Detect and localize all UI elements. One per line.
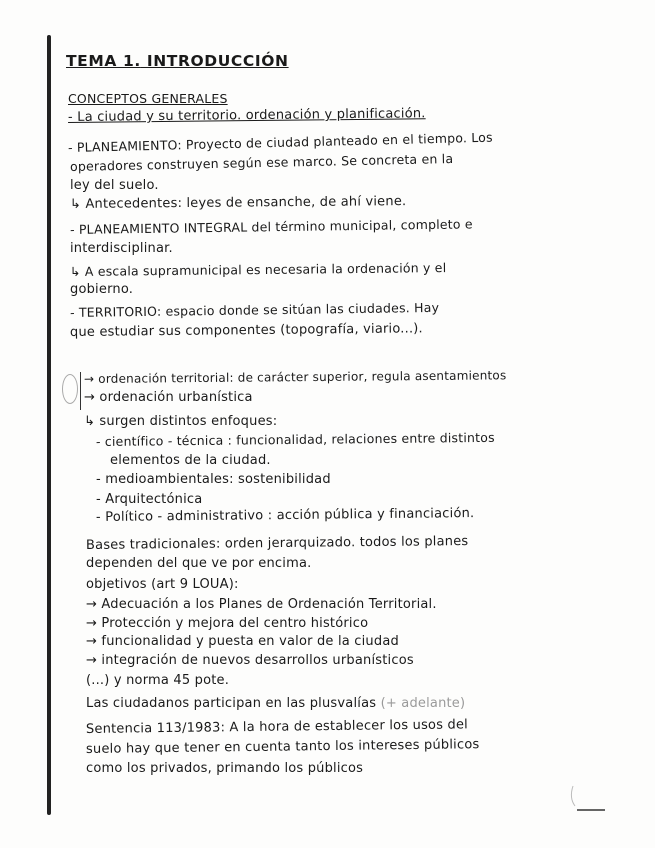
note-line: gobierno. <box>70 282 134 297</box>
note-line: - medioambientales: sostenibilidad <box>96 472 331 487</box>
title-topic-name: INTRODUCCIÓN <box>140 52 289 70</box>
bracket-line <box>80 372 81 410</box>
note-line: objetivos (art 9 LOUA): <box>86 577 239 592</box>
page-corner-mark <box>567 784 607 812</box>
note-line: → Protección y mejora del centro histórico <box>86 616 369 631</box>
note-line: Sentencia 113/1983: A la hora de establecer los usos del <box>85 717 469 737</box>
note-line: operadores construyen según ese marco. Se concreta en la <box>69 150 454 174</box>
note-line: → integración de nuevos desarrollos urbanísticos <box>86 653 414 668</box>
note-line-main: Las ciudadanos participan en las plusvalías <box>86 696 377 711</box>
note-aside: (+ adelante) <box>380 696 466 711</box>
note-line: → ordenación urbanística <box>84 390 253 405</box>
note-line: ↳ surgen distintos enfoques: <box>84 414 278 429</box>
note-line: - PLANEAMIENTO: Proyecto de ciudad planteado en el tiempo. Los <box>67 129 493 155</box>
section-heading: CONCEPTOS GENERALES <box>68 91 228 106</box>
note-line: - Arquitectónica <box>96 492 203 507</box>
title-topic-number: TEMA 1. <box>66 52 141 70</box>
note-line: - Político - administrativo : acción pública y financiación. <box>95 506 475 525</box>
note-line: suelo hay que tener en cuenta tanto los intereses públicos <box>85 737 480 757</box>
note-line: → Adecuación a los Planes de Ordenación Territorial. <box>86 597 437 612</box>
note-line: ↳ Antecedentes: leyes de ensanche, de ahí viene. <box>69 194 407 212</box>
note-line: ↳ A escala supramunicipal es necesaria la ordenación y el <box>69 260 447 279</box>
note-line: ley del suelo. <box>70 178 159 193</box>
note-line: - La ciudad y su territorio. ordenación y planificación. <box>67 106 426 125</box>
note-line: que estudiar sus componentes (topografía, viario...). <box>69 321 423 340</box>
note-line: como los privados, primando los públicos <box>86 761 364 776</box>
note-line <box>86 696 465 711</box>
page-title <box>66 52 289 70</box>
note-line: → ordenación territorial: de carácter superior, regula asentamientos <box>83 368 507 386</box>
note-line: (...) y norma 45 pote. <box>86 673 230 688</box>
note-line: → funcionalidad y puesta en valor de la ciudad <box>86 634 399 649</box>
note-line: - científico - técnica : funcionalidad, relaciones entre distintos <box>95 429 495 449</box>
pencil-scribble-icon <box>62 374 78 404</box>
note-line: interdisciplinar. <box>70 241 173 256</box>
note-line: - PLANEAMIENTO INTEGRAL del término municipal, completo e <box>69 216 473 237</box>
note-line: - TERRITORIO: espacio donde se sitúan las ciudades. Hay <box>69 299 440 320</box>
note-line: dependen del que ve por encima. <box>86 556 312 571</box>
note-line: Bases tradicionales: orden jerarquizado. todos los planes <box>85 533 469 553</box>
page-margin-line <box>47 35 51 815</box>
note-line: elementos de la ciudad. <box>110 453 271 468</box>
